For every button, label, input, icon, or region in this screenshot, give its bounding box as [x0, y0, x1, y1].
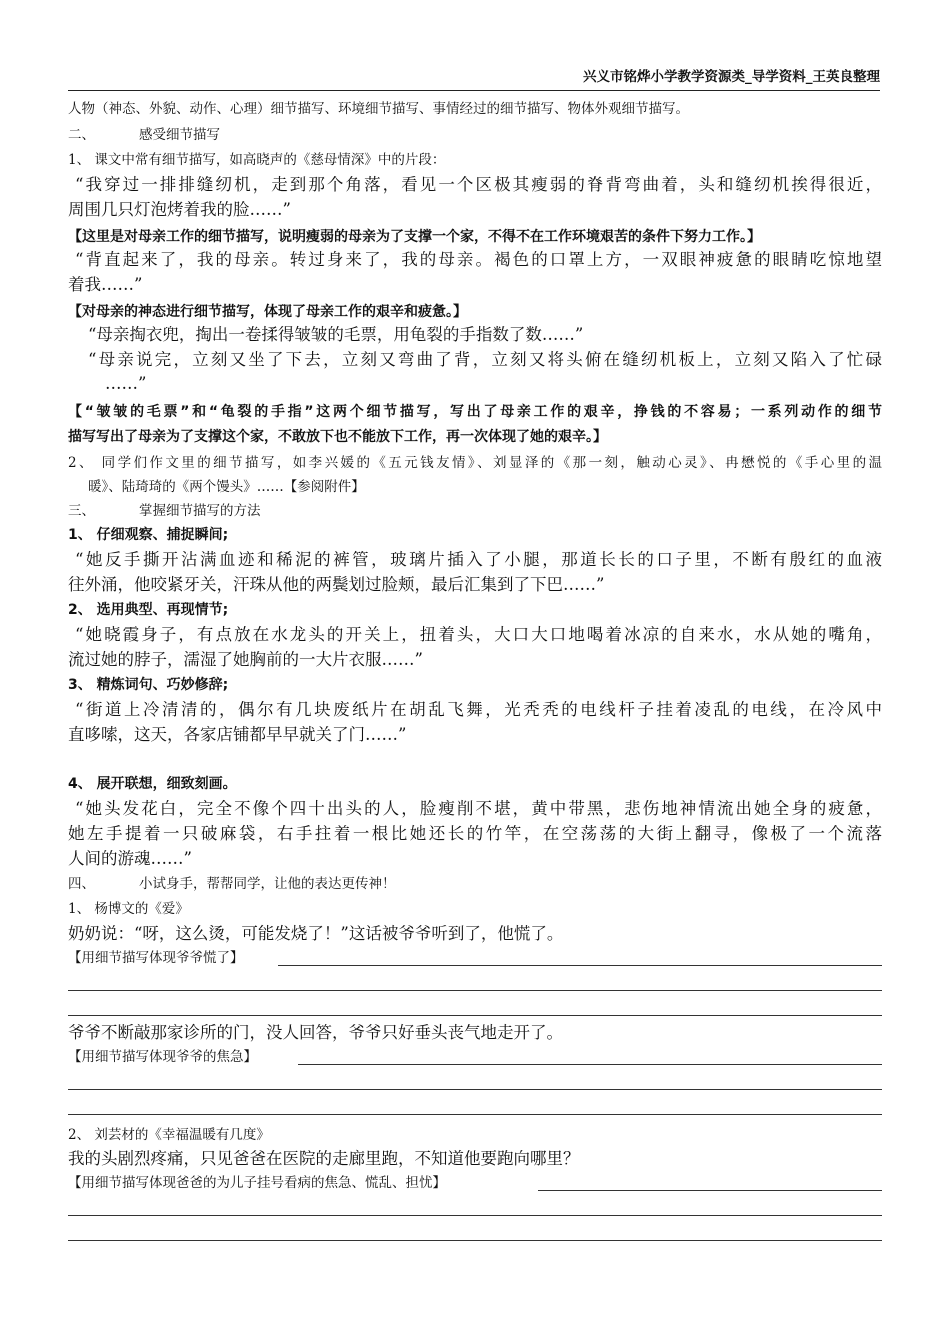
exercise-title: 1、 杨博文的《爱》: [68, 901, 189, 917]
quote-line: “她晓霞身子，有点放在水龙头的开关上，扭着头，大口大口地喝着冰凉的自来水，水从她的嘴角，: [75, 625, 882, 644]
section-title: 感受细节描写: [139, 127, 220, 143]
quote-line: ……”: [105, 374, 147, 393]
analysis-note: 描写写出了母亲为了支撑这个家，不敢放下也不能放下工作，再一次体现了她的艰辛。】: [68, 429, 607, 445]
answer-line[interactable]: [538, 1190, 882, 1191]
exercise-text: 爷爷不断敲那家诊所的门，没人回答，爷爷只好垂头丧气地走开了。: [68, 1023, 563, 1042]
answer-line[interactable]: [68, 1215, 882, 1216]
exercise-title: 2、 刘芸材的《幸福温暖有几度》: [68, 1127, 270, 1143]
analysis-note: 【“皱皱的毛票”和“龟裂的手指”这两个细节描写，写出了母亲工作的艰辛，挣钱的不容易；一系列动作的细节: [68, 404, 882, 420]
section-heading-4: [68, 874, 882, 894]
method-heading: 4、 展开联想，细致刻画。: [68, 776, 237, 792]
analysis-note: 【这里是对母亲工作的细节描写，说明瘦弱的母亲为了支撑一个家，不得不在工作环境艰苦的条件下努力工作。】: [68, 229, 761, 245]
answer-line[interactable]: [68, 1089, 882, 1090]
quote-line: “街道上冷清清的，偶尔有几块废纸片在胡乱飞舞，光秃秃的电线杆子挂着凌乱的电线，在冷风中: [75, 700, 882, 719]
answer-line[interactable]: [68, 1015, 882, 1016]
quote-line: “她反手撕开沾满血迹和稀泥的裤管，玻璃片插入了小腿，那道长长的口子里，不断有殷红的血液: [75, 550, 882, 569]
quote-line: 周围几只灯泡烤着我的脸……”: [68, 200, 291, 219]
quote-line: 她左手提着一只破麻袋，右手拄着一根比她还长的竹竿，在空荡荡的大街上翻寻，像极了一个流落: [68, 824, 882, 843]
list-item: 2、 同学们作文里的细节描写，如李兴媛的《五元钱友情》、刘显泽的《那一刻，触动心灵》、冉懋悦的《手心里的温: [68, 455, 882, 471]
section-heading-3: [68, 501, 882, 521]
answer-line[interactable]: [68, 1240, 882, 1241]
quote-line: “母亲说完，立刻又坐了下去，立刻又弯曲了背，立刻又将头俯在缝纫机板上，立刻又陷入了忙碌: [88, 350, 882, 369]
exercise-text: 我的头剧烈疼痛，只见爸爸在医院的走廊里跑，不知道他要跑向哪里？: [68, 1149, 580, 1168]
section-title: 小试身手，帮帮同学，让他的表达更传神！: [139, 876, 396, 892]
list-item: 1、 课文中常有细节描写，如高晓声的《慈母情深》中的片段：: [68, 152, 446, 168]
analysis-note: 【对母亲的神态进行细节描写，体现了母亲工作的艰辛和疲惫。】: [68, 304, 467, 320]
answer-line[interactable]: [68, 1114, 882, 1115]
section-title: 掌握细节描写的方法: [139, 503, 261, 519]
section-number: 三、: [68, 503, 95, 519]
answer-line[interactable]: [68, 990, 882, 991]
quote-line: 直哆嗦，这天，各家店铺都早早就关了门……”: [68, 725, 407, 744]
exercise-text: 奶奶说：“呀，这么烫，可能发烧了！”这话被爷爷听到了，他慌了。: [68, 924, 564, 943]
section-number: 二、: [68, 127, 95, 143]
quote-line: “我穿过一排排缝纫机，走到那个角落，看见一个区极其瘦弱的脊背弯曲着，头和缝纫机挨得很近，: [75, 175, 882, 194]
quote-line: 往外涌，他咬紧牙关，汗珠从他的两鬓划过脸颊，最后汇集到了下巴……”: [68, 575, 605, 594]
answer-line[interactable]: [298, 1064, 882, 1065]
section-number: 四、: [68, 876, 95, 892]
list-item: 暖》、陆琦琦的《两个馒头》……【参阅附件】: [88, 479, 365, 495]
quote-line: 人间的游魂……”: [68, 849, 192, 868]
quote-line: 流过她的脖子，濡湿了她胸前的一大片衣服……”: [68, 650, 423, 669]
method-heading: 1、 仔细观察、捕捉瞬间;: [68, 527, 229, 543]
quote-line: “母亲掏衣兜，掏出一卷揉得皱皱的毛票，用龟裂的手指数了数……”: [88, 325, 584, 344]
method-heading: 3、 精炼词句、巧妙修辞;: [68, 677, 229, 693]
intro-line: 人物（神态、外貌、动作、心理）细节描写、环境细节描写、事情经过的细节描写、物体外观细节描写。: [68, 101, 689, 117]
exercise-prompt: 【用细节描写体现爷爷的焦急】: [68, 1049, 257, 1065]
quote-line: “她头发花白，完全不像个四十出头的人，脸瘦削不堪，黄中带黑，悲伤地神情流出她全身的疲惫，: [75, 799, 882, 818]
exercise-prompt: 【用细节描写体现爷爷慌了】: [68, 950, 244, 966]
answer-line[interactable]: [278, 965, 882, 966]
section-heading-2: [68, 125, 882, 145]
page-header: 兴义市铭烨小学教学资源类_导学资料_王英良整理: [68, 66, 880, 91]
exercise-prompt: 【用细节描写体现爸爸的为儿子挂号看病的焦急、慌乱、担忧】: [68, 1175, 446, 1191]
quote-line: 着我……”: [68, 275, 143, 294]
method-heading: 2、 选用典型、再现情节;: [68, 602, 229, 618]
quote-line: “背直起来了，我的母亲。转过身来了，我的母亲。褐色的口罩上方，一双眼神疲惫的眼睛吃惊地望: [75, 250, 882, 269]
